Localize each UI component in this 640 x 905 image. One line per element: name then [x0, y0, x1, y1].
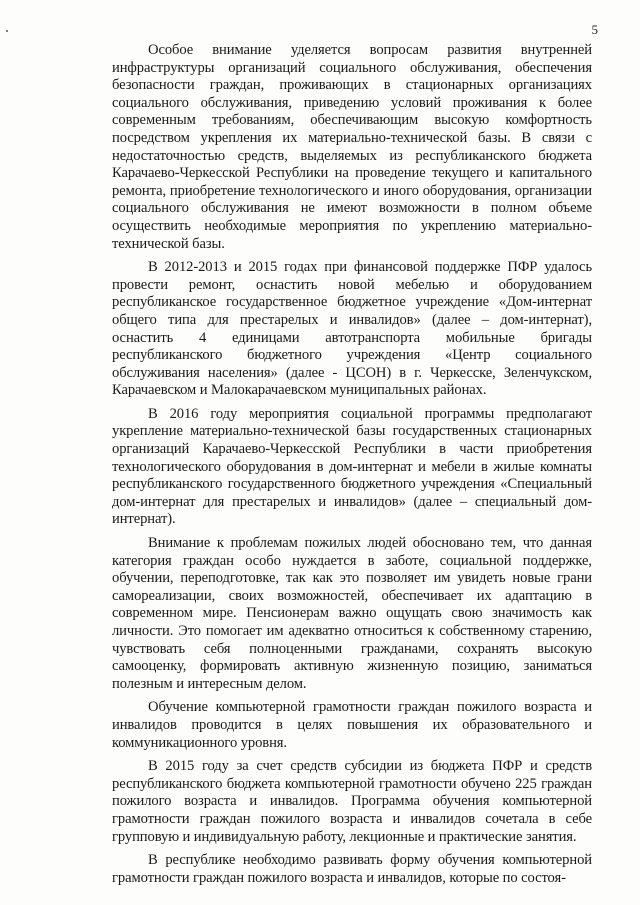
paragraph-2012-2015-support: В 2012-2013 и 2015 годах при финансовой поддержке ПФР удалось провести ремонт, оснастить новой мебелью и оборудованием республиканское государственное бюджетное учреждение «Дом-интернат общего типа для престарелых и инвалидов» (далее – дом-интернат), оснастить 4 единицами автотранспорта мобильные бригады республиканского бюджетного учреждения «Центр социального обслуживания населения» (далее - ЦСОН) в г. Черкесске, Зеленчукском, Карачаевском и Малокарачаевском муниципальных районах. [112, 259, 592, 399]
paragraph-elderly-attention: Внимание к проблемам пожилых людей обосновано тем, что данная категория граждан особо нуждается в заботе, социальной поддержке, обучении, переподготовке, так как это позволяет им увидеть новые грани самореализации, своих возможностей, обеспечивает их адаптацию в современном мире. Пенсионерам важно ощущать свою значимость как личности. Это помогает им адекватно относиться к собственному старению, чувствовать себя полноценными гражданами, сохранять высокую самооценку, формировать активную жизненную позицию, заниматься полезным и интересным делом. [112, 535, 592, 692]
document-body [112, 42, 592, 893]
paragraph-republic-training: В республике необходимо развивать форму обучения компьютерной грамотности граждан пожилого возраста и инвалидов, которые по состоя- [112, 852, 592, 886]
paragraph-2016-program: В 2016 году мероприятия социальной программы предполагают укрепление материально-технической базы государственных стационарных организаций Карачаево-Черкесской Республики в части приобретения технологического оборудования в дом-интернат и мебели в жилые комнаты республиканского государственного бюджетного учреждения «Специальный дом-интернат для престарелых и инвалидов» (далее – специальный дом-интернат). [112, 405, 592, 528]
paragraph-2015-training: В 2015 году за счет средств субсидии из бюджета ПФР и средств республиканского бюджета компьютерной грамотности обучено 225 граждан пожилого возраста и инвалидов. Программа обучения компьютерной грамотности граждан пожилого возраста и инвалидов сочетала в себе групповую и индивидуальную работу, лекционные и практические занятия. [112, 758, 592, 845]
scan-speck [6, 30, 8, 32]
page-number: 5 [591, 22, 598, 37]
paragraph-computer-literacy: Обучение компьютерной грамотности граждан пожилого возраста и инвалидов проводится в целях повышения их образовательного и коммуникационного уровня. [112, 699, 592, 751]
paragraph-infrastructure: Особое внимание уделяется вопросам развития внутренней инфраструктуры организаций социального обслуживания, обеспечения безопасности граждан, проживающих в стационарных организациях социального обслуживания, приведению условий проживания к более современным требованиям, обеспечивающим высокую комфортность посредством укрепления их материально-технической базы. В связи с недостаточностью средств, выделяемых из республиканского бюджета Карачаево-Черкесской Республики на проведение текущего и капитального ремонта, приобретение технологического и иного оборудования, организации социального обслуживания не имеют возможности в полном объеме осуществить необходимые мероприятия по укреплению материально-технической базы. [112, 42, 592, 252]
